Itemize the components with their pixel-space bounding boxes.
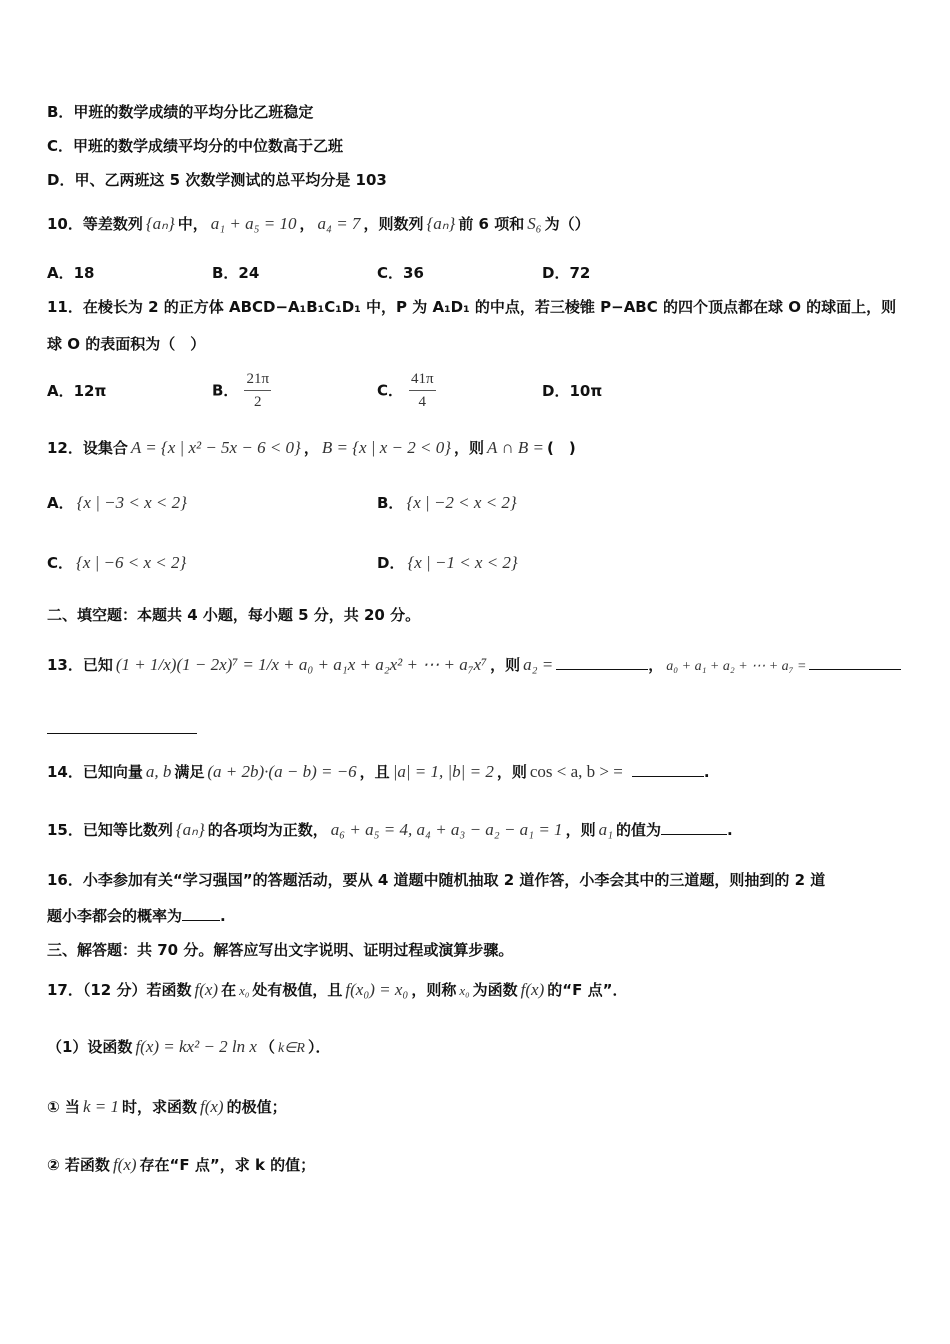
math: a₆ + a₅ = 4, a₄ + a₃ − a₂ − a₁ = 1 (330, 820, 563, 839)
math: cos < a, b > = (529, 762, 623, 781)
answer-blank (632, 762, 704, 777)
text: 中， (177, 215, 208, 233)
question-17-sub-2 (47, 1154, 315, 1176)
question-14 (47, 761, 710, 783)
math: a₂ = (523, 655, 554, 674)
text: ， (303, 439, 319, 457)
text: ，则称 (411, 981, 457, 999)
math: f(x) (194, 980, 219, 999)
text: ， (648, 656, 664, 674)
q12-option-b (377, 492, 520, 514)
math: (1 + 1/x)(1 − 2x)⁷ = 1/x + a₀ + a₁x + a₂x² + ⋯ + a₇x⁷ (115, 655, 488, 674)
text: ，则数列 (363, 215, 424, 233)
math: a₁ + a₅ = 10 (210, 214, 297, 233)
label: D． (377, 554, 405, 572)
math: {x | −3 < x < 2} (76, 493, 187, 512)
text: 14．已知向量 (47, 763, 143, 781)
text: ，则 (490, 656, 521, 674)
fraction (409, 368, 436, 413)
text: 17．（12 分）若函数 (47, 981, 192, 999)
math: B = {x | x − 2 < 0} (321, 438, 452, 457)
math: (a + 2b)·(a − b) = −6 (207, 762, 357, 781)
text: ( ) (547, 439, 576, 457)
text: . (220, 907, 226, 925)
numerator: 21π (244, 368, 271, 391)
question-16-line2 (47, 905, 226, 927)
math: {aₙ} (175, 820, 205, 839)
q10-option-c: C．36 (377, 264, 424, 282)
denominator: 4 (418, 394, 427, 410)
q12-option-d (377, 552, 521, 574)
text: 的各项均为正数， (207, 821, 328, 839)
math: {x | −2 < x < 2} (406, 493, 517, 512)
text: ② 若函数 (47, 1156, 110, 1174)
math: A = {x | x² − 5x − 6 < 0} (130, 438, 301, 457)
section-3-heading: 三、解答题：共 70 分。解答应写出文字说明、证明过程或演算步骤。 (47, 941, 514, 959)
math: a₄ = 7 (317, 214, 361, 233)
q10-option-b: B．24 (212, 264, 260, 282)
math: f(x₀) = x₀ (345, 980, 409, 999)
text: 存在“F 点”，求 k 的值； (139, 1156, 316, 1174)
math: a, b (145, 762, 172, 781)
q11-option-b (212, 368, 271, 413)
q11-option-c (377, 368, 436, 413)
text: 10．等差数列 (47, 215, 143, 233)
math: f(x) = kx² − 2 ln x (135, 1037, 257, 1056)
math: x₀ (239, 983, 250, 998)
question-17-part-1 (47, 1036, 330, 1060)
q10-option-a: A．18 (47, 264, 95, 282)
text: 为函数 (472, 981, 518, 999)
label: B． (212, 381, 239, 400)
question-10 (47, 213, 590, 235)
text: ，且 (359, 763, 390, 781)
q9-option-c: C．甲班的数学成绩平均分的中位数高于乙班 (47, 137, 344, 155)
text: ， (299, 215, 315, 233)
q9-option-d: D．甲、乙两班这 5 次数学测试的总平均分是 103 (47, 171, 387, 189)
question-15 (47, 819, 733, 841)
answer-blank (556, 655, 648, 670)
math: x₀ (459, 983, 470, 998)
text: 15．已知等比数列 (47, 821, 173, 839)
text: ，则 (454, 439, 485, 457)
q11-option-a: A．12π (47, 382, 107, 400)
math: k∈R (277, 1041, 305, 1056)
math: {aₙ} (145, 214, 175, 233)
math: f(x) (520, 980, 545, 999)
q9-option-b: B．甲班的数学成绩的平均分比乙班稳定 (47, 103, 314, 121)
math: f(x) (199, 1097, 224, 1116)
text: . (727, 821, 733, 839)
text: 的值为 (616, 821, 662, 839)
text: ，则 (496, 763, 527, 781)
text: 时，求函数 (121, 1098, 197, 1116)
text: . (703, 763, 710, 781)
question-12 (47, 437, 576, 459)
math: {x | −6 < x < 2} (76, 553, 187, 572)
text: 前 6 项和 (458, 215, 525, 233)
q12-option-a (47, 492, 190, 514)
math: f(x) (112, 1155, 137, 1174)
math: S₆ (527, 214, 542, 233)
label: A． (47, 494, 74, 512)
question-13 (47, 654, 901, 678)
text: （ (259, 1038, 275, 1056)
text: 题小李都会的概率为 (47, 907, 183, 925)
text: （1）设函数 (47, 1038, 133, 1056)
text: 的“F 点”． (547, 981, 628, 999)
q10-option-d: D．72 (542, 264, 591, 282)
question-17-sub-1 (47, 1096, 287, 1118)
label: B． (377, 494, 404, 512)
math: |a| = 1, |b| = 2 (392, 762, 494, 781)
question-16-line1: 16．小李参加有关“学习强国”的答题活动，要从 4 道题中随机抽取 2 道作答，小李会其中的三道题，则抽到的 2 道 (47, 871, 826, 889)
text: ① 当 (47, 1098, 80, 1116)
text: 13．已知 (47, 656, 113, 674)
math: A ∩ B = (487, 438, 545, 457)
answer-blank (182, 906, 220, 921)
question-11-line2: 球 O 的表面积为（ ） (47, 335, 206, 353)
text: 在 (221, 981, 237, 999)
text: 为（） (544, 215, 590, 233)
math: a₀ + a₁ + a₂ + ⋯ + a₇ = (666, 659, 807, 674)
q12-option-c (47, 552, 189, 574)
label: C． (377, 381, 404, 400)
section-2-heading: 二、填空题：本题共 4 小题，每小题 5 分，共 20 分。 (47, 606, 421, 624)
fraction (244, 368, 271, 413)
denominator: 2 (253, 394, 262, 410)
math: k = 1 (82, 1097, 119, 1116)
q11-option-d: D．10π (542, 382, 603, 400)
answer-blank-continuation (47, 733, 197, 734)
text: 处有极值，且 (252, 981, 343, 999)
math: {aₙ} (426, 214, 456, 233)
label: C． (47, 554, 74, 572)
text: 满足 (174, 763, 205, 781)
numerator: 41π (409, 368, 436, 391)
math: a₁ (598, 820, 613, 839)
question-11-line1: 11．在棱长为 2 的正方体 ABCD−A₁B₁C₁D₁ 中，P 为 A₁D₁ 的中点，若三棱锥 P−ABC 的四个顶点都在球 O 的球面上，则 (47, 298, 897, 316)
math: {x | −1 < x < 2} (407, 553, 518, 572)
question-17 (47, 979, 627, 1002)
answer-blank (661, 820, 727, 835)
text: ）． (307, 1038, 331, 1056)
text: 12．设集合 (47, 439, 128, 457)
answer-blank (809, 655, 901, 670)
text: ，则 (565, 821, 596, 839)
text: 的极值； (226, 1098, 287, 1116)
